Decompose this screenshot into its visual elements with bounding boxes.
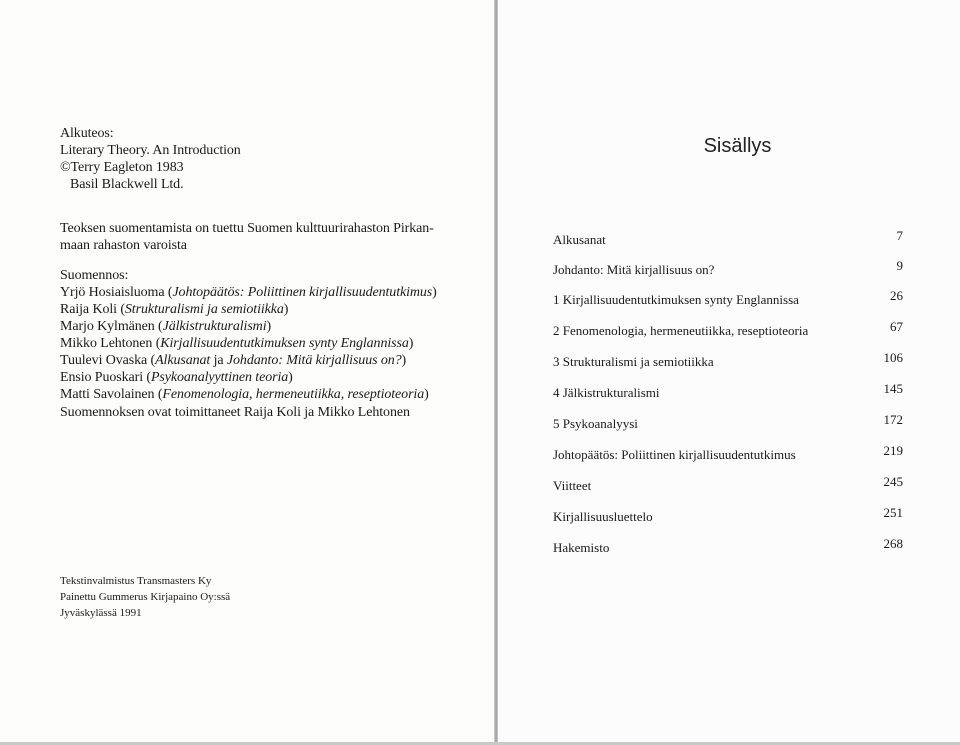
original-copyright: ©Terry Eagleton 1983: [60, 160, 184, 175]
toc-entry: [553, 228, 903, 250]
translator-line: Tuulevi Ovaska (Alkusanat ja Johdanto: Mitä kirjallisuus on?): [60, 353, 407, 368]
toc-entry: [553, 350, 903, 372]
toc-entry-page: 7: [896, 228, 903, 243]
toc-entry: [553, 412, 903, 434]
translator-line: Matti Savolainen (Fenomenologia, hermeneutiikka, reseptioteoria): [60, 387, 429, 402]
toc-entry-page: 9: [896, 258, 903, 273]
colophon-line-3: Jyväskylässä 1991: [60, 607, 142, 619]
translator-line: Raija Koli (Strukturalismi ja semiotiikka): [60, 302, 289, 317]
toc-entry-label: 2 Fenomenologia, hermeneutiikka, reseptioteoria: [553, 323, 809, 338]
toc-entry-label: 3 Strukturalismi ja semiotiikka: [553, 354, 714, 369]
colophon-line-1: Tekstinvalmistus Transmasters Ky: [60, 575, 212, 587]
toc-entry-label: Johtopäätös: Poliittinen kirjallisuudentutkimus: [553, 447, 796, 462]
toc-entry: [553, 474, 903, 496]
right-page: [498, 0, 960, 745]
toc-entry: [553, 443, 903, 465]
toc-entry: [553, 536, 903, 558]
toc-entry: [553, 381, 903, 403]
original-label: Alkuteos:: [60, 126, 114, 141]
toc-entry-label: 5 Psykoanalyysi: [553, 416, 638, 431]
toc-entry: [553, 319, 903, 341]
toc-entry-page: 145: [883, 381, 903, 396]
grant-line-2: maan rahaston varoista: [60, 238, 187, 253]
toc-entry-page: 172: [883, 412, 903, 427]
editors-note: Suomennoksen ovat toimittaneet Raija Koli ja Mikko Lehtonen: [60, 405, 410, 420]
toc-entry-label: 4 Jälkistrukturalismi: [553, 385, 660, 400]
toc-entry: [553, 288, 903, 310]
toc-entry-page: 106: [883, 350, 903, 365]
toc-entry-label: Alkusanat: [553, 232, 606, 247]
original-publisher: Basil Blackwell Ltd.: [70, 177, 184, 192]
translators-heading: Suomennos:: [60, 268, 129, 283]
toc-entry-page: 245: [883, 474, 903, 489]
translator-line: Yrjö Hosiaisluoma (Johtopäätös: Poliittinen kirjallisuudentutkimus): [60, 285, 437, 300]
translator-line: Ensio Puoskari (Psykoanalyyttinen teoria): [60, 370, 293, 385]
colophon-line-2: Painettu Gummerus Kirjapaino Oy:ssä: [60, 591, 231, 603]
toc-entry-label: Johdanto: Mitä kirjallisuus on?: [553, 262, 715, 277]
toc-entry-page: 67: [890, 319, 903, 334]
translator-line: Mikko Lehtonen (Kirjallisuudentutkimuksen synty Englannissa): [60, 336, 414, 351]
translator-line: Marjo Kylmänen (Jälkistrukturalismi): [60, 319, 272, 334]
toc-entry: [553, 505, 903, 527]
original-title: Literary Theory. An Introduction: [60, 143, 241, 158]
toc-entry-label: 1 Kirjallisuudentutkimuksen synty Englannissa: [553, 292, 799, 307]
toc-entry-page: 26: [890, 288, 903, 303]
toc-entry-label: Viitteet: [553, 478, 592, 493]
toc-entry-page: 251: [883, 505, 903, 520]
toc-title: Sisällys: [703, 135, 772, 157]
toc-entry-page: 219: [883, 443, 903, 458]
toc-entry: [553, 258, 903, 280]
toc-entry-page: 268: [883, 536, 903, 551]
toc-entry-label: Kirjallisuusluettelo: [553, 509, 653, 524]
toc-entry-label: Hakemisto: [553, 540, 610, 555]
grant-line-1: Teoksen suomentamista on tuettu Suomen kulttuurirahaston Pirkan-: [60, 221, 434, 236]
